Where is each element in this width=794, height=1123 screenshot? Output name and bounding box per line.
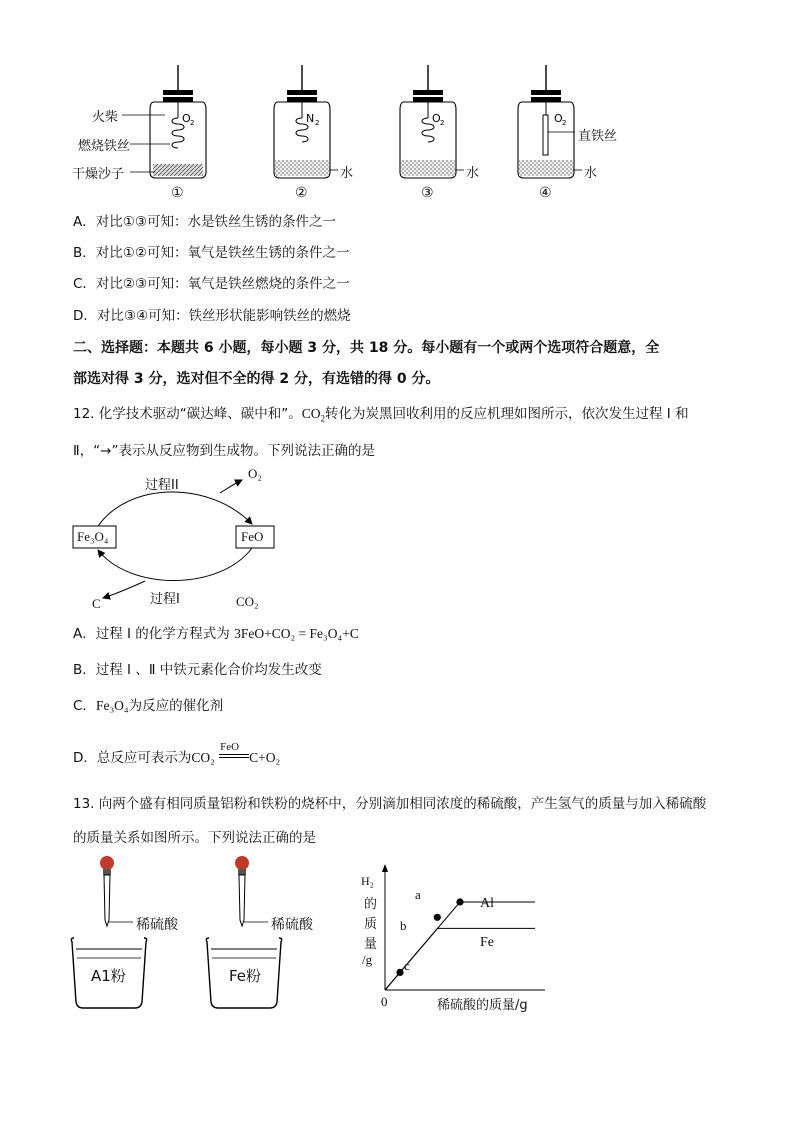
series-fe-label: Fe [480, 935, 494, 950]
series-line-al [385, 902, 535, 990]
label-match: 火柴 [92, 110, 119, 125]
svg-text:O: O [182, 112, 191, 125]
q12-option-d-arrow [219, 741, 249, 765]
q12-option-d-right: C+O₂ [249, 750, 281, 765]
point-b [434, 914, 441, 921]
q12-option-b: B．过程 Ⅰ 、Ⅱ 中铁元素化合价均发生改变 [73, 662, 322, 678]
q11-option-d: D．对比③④可知：铁丝形状能影响铁丝的燃烧 [73, 308, 351, 324]
q12-option-d-left: CO₂ [191, 750, 215, 765]
graph-ylabel-de: 的 [364, 897, 378, 912]
bottle-3 [400, 65, 464, 178]
graph-origin: 0 [381, 994, 388, 1009]
bottle-number-4: ④ [539, 185, 552, 201]
bottle-number-3: ③ [421, 185, 434, 201]
series-al-label: Al [480, 896, 494, 911]
section-2-line-1: 二、选择题：本题共 6 小题，每小题 3 分，共 18 分。每小题有一个或两个选项符合题意，全 [73, 340, 660, 356]
label-water-4: 水 [584, 166, 598, 181]
bottle-1 [150, 65, 206, 178]
svg-text:N: N [306, 112, 315, 125]
q13-beakers [60, 852, 350, 1017]
q12-option-d-text: D．总反应可表示为 [73, 750, 192, 766]
label-dry-sand: 干燥沙子 [72, 167, 125, 182]
svg-text:2: 2 [190, 119, 195, 127]
q12-line-1 [73, 404, 689, 429]
graph-ylabel-liang: 量 [364, 937, 378, 952]
point-a-label: a [415, 887, 421, 902]
q12-option-c [73, 696, 223, 716]
graph-ylabel-h2: H₂ [361, 874, 374, 888]
o2-label: O₂ [248, 466, 262, 481]
acid-label-2: 稀硫酸 [271, 917, 313, 933]
q12-line-2: Ⅱ，“→”表示从反应物到生成物。下列说法正确的是 [73, 443, 375, 459]
y-axis-arrow [382, 864, 388, 872]
svg-text:2: 2 [315, 119, 320, 127]
q12-option-c-text: 为反应的催化剂 [128, 698, 224, 714]
svg-text:O: O [432, 112, 441, 125]
svg-text:2: 2 [440, 119, 445, 127]
point-c-label: c [404, 958, 410, 973]
q13-line-2: 的质量关系如图所示。下列说法正确的是 [73, 830, 316, 846]
q12-co2: $CO_2$ [301, 406, 326, 424]
svg-text:O: O [554, 112, 563, 125]
bottle-number-1: ① [171, 185, 184, 201]
q12-line-1-a: 12. 化学技术驱动“碳达峰、碳中和”。 [73, 406, 302, 422]
section-2-line-2: 部选对得 3 分，选对但不全的得 2 分，有选错的得 0 分。 [73, 371, 440, 387]
c-label: C [92, 596, 101, 611]
svg-text:2: 2 [562, 119, 567, 127]
q12-option-d [73, 741, 281, 768]
q13-line-1: 13. 向两个盛有相同质量铝粉和铁粉的烧杯中，分别滴加相同浓度的稀硫酸，产生氢气的质量与加入稀硫酸 [73, 796, 707, 812]
co2-label: CO₂ [236, 594, 259, 609]
graph-ylabel-zhi: 质 [364, 917, 378, 932]
process-1-label: 过程I [150, 592, 180, 607]
q11-apparatus-figure [70, 60, 630, 205]
bottle-number-2: ② [295, 185, 308, 201]
q12-option-c-prefix: C． [73, 698, 96, 714]
graph-xlabel: 稀硫酸的质量/g [437, 998, 528, 1013]
point-b-label: b [400, 918, 407, 933]
bottle-2 [274, 65, 338, 178]
label-water-2: 水 [340, 166, 354, 181]
point-c [396, 969, 403, 976]
label-water-3: 水 [466, 166, 480, 181]
graph-ylabel-unit: /g [362, 952, 373, 967]
fe3o4-label: Fe₃O₄ [77, 529, 109, 544]
label-burning-wire: 燃烧铁丝 [78, 139, 131, 154]
beaker-fe-label: Fe粉 [229, 967, 262, 985]
acid-label-1: 稀硫酸 [136, 917, 178, 933]
q11-option-c: C．对比②③可知：氧气是铁丝燃烧的条件之一 [73, 276, 350, 292]
label-straight-wire: 直铁丝 [578, 129, 618, 144]
beaker-al-label: A1粉 [91, 967, 126, 985]
q11-option-b: B．对比①②可知：氧气是铁丝生锈的条件之一 [73, 245, 350, 261]
q12-option-c-formula: Fe₃O₄ [95, 698, 129, 713]
q12-option-a [73, 624, 359, 644]
q12-option-d-condition: FeO [220, 741, 240, 753]
process-2-label: 过程II [145, 478, 179, 493]
bottle-4 [518, 65, 582, 178]
q12-option-a-text: A．过程 Ⅰ 的化学方程式为 [73, 626, 230, 642]
q11-option-a: A．对比①③可知：水是铁丝生锈的条件之一 [73, 214, 336, 230]
q12-option-a-equation: 3FeO+CO₂ = Fe₃O₄+C [234, 626, 359, 641]
feo-label: FeO [241, 529, 264, 544]
point-a [456, 898, 463, 905]
q12-line-1-b: 转化为炭黑回收利用的反应机理如图所示，依次发生过程 Ⅰ 和 [325, 406, 689, 422]
